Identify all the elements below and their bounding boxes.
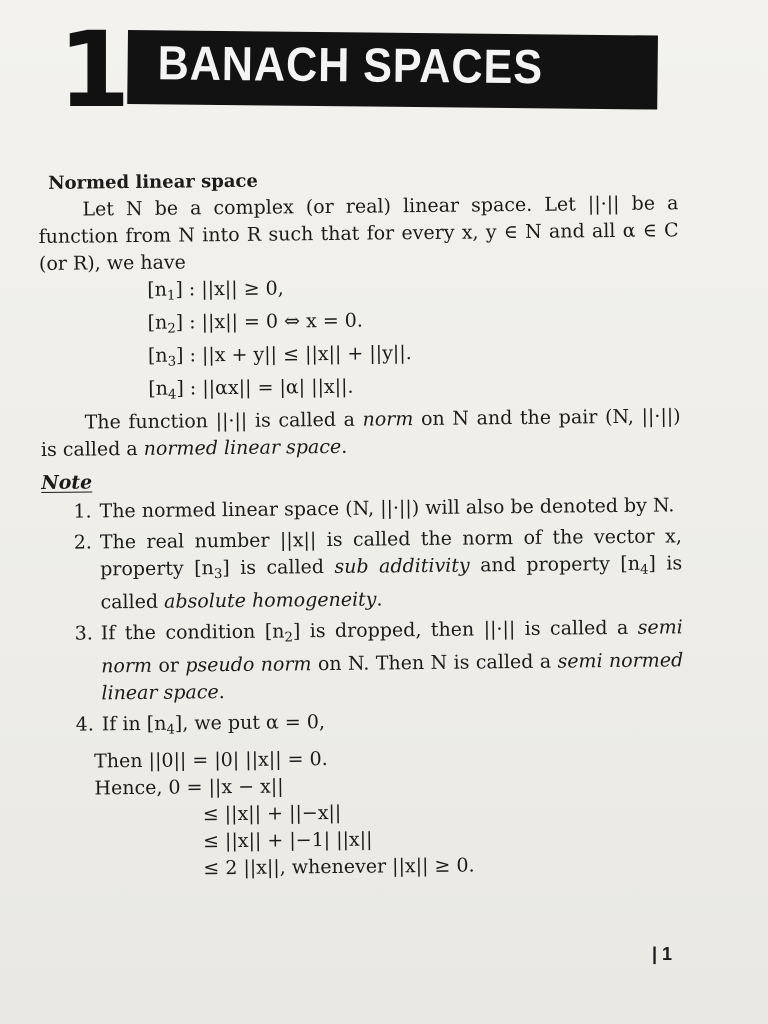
proof-line-3: ≤ ||x|| + ||−x||: [202, 801, 342, 826]
condition-n3: $[n_3]$ : ||x + y|| ≤ ||x|| + ||y||.: [147, 342, 412, 370]
chapter-number: 1: [58, 9, 127, 131]
note-heading: Note: [41, 471, 93, 494]
notes-list: [41, 492, 684, 745]
page-body: [38, 163, 685, 884]
note-item-4: 4. If in $[n_4]$, we put α = 0,: [75, 711, 326, 738]
note-item-2: 2. The real number ||x|| is called the norm of the vector x, property $[n_3]$ is called sub additivity and property $[n_4]$ is called absolute homogeneity.: [73, 525, 683, 614]
proof-line-5: ≤ 2 ||x||, whenever ||x|| ≥ 0.: [203, 854, 475, 880]
page-number: | 1: [651, 944, 672, 964]
section-heading: Normed linear space: [48, 170, 258, 194]
condition-n4: $[n_4]$ : ||αx|| = |α| ||x||.: [148, 375, 354, 403]
term-semi-normed-linear-space: semi normed linear space: [101, 649, 684, 705]
term-norm: norm: [362, 408, 414, 431]
term-absolute-homogeneity: absolute homogeneity: [163, 588, 377, 613]
term-normed-linear-space: normed linear space: [143, 435, 342, 460]
term-sub-additivity: sub additivity: [334, 554, 470, 578]
intro-paragraph: [38, 190, 679, 278]
term-semi-norm: semi norm: [101, 616, 683, 678]
note-item-1: 1. The normed linear space (N, ||·||) will also be denoted by N.: [73, 494, 675, 523]
term-pseudo-norm: pseudo norm: [185, 653, 312, 677]
norm-symbol: ||·||: [587, 192, 620, 216]
condition-n2: $[n_2]$ : ||x|| = 0 ⇔ x = 0.: [147, 309, 363, 337]
intro-text-1: Let N be a complex (or real) linear space. Let: [82, 193, 576, 221]
chapter-title-bar: [127, 30, 658, 110]
condition-n1: $[n_1]$ : ||x|| ≥ 0,: [147, 277, 284, 304]
proof-line-2: Hence, 0 = ||x − x||: [94, 775, 284, 800]
intro-text-2: be a function from N into R such that for every x, y ∈ N and all α ∈ C (or R), we have: [38, 192, 679, 275]
proof-line-4: ≤ ||x|| + |−1| ||x||: [202, 828, 373, 853]
definition-paragraph: The function ||·|| is called a norm on N and the pair (N, ||·||) is called a normed linear space.: [40, 405, 681, 461]
chapter-title: BANACH SPACES: [157, 37, 544, 95]
proof-line-1: Then ||0|| = |0| ||x|| = 0.: [94, 747, 328, 773]
note-item-3: 3. If the condition $[n_2]$ is dropped, then ||·|| is called a semi norm or pseudo norm on N. Then N is called a semi normed linear space.: [74, 616, 684, 705]
